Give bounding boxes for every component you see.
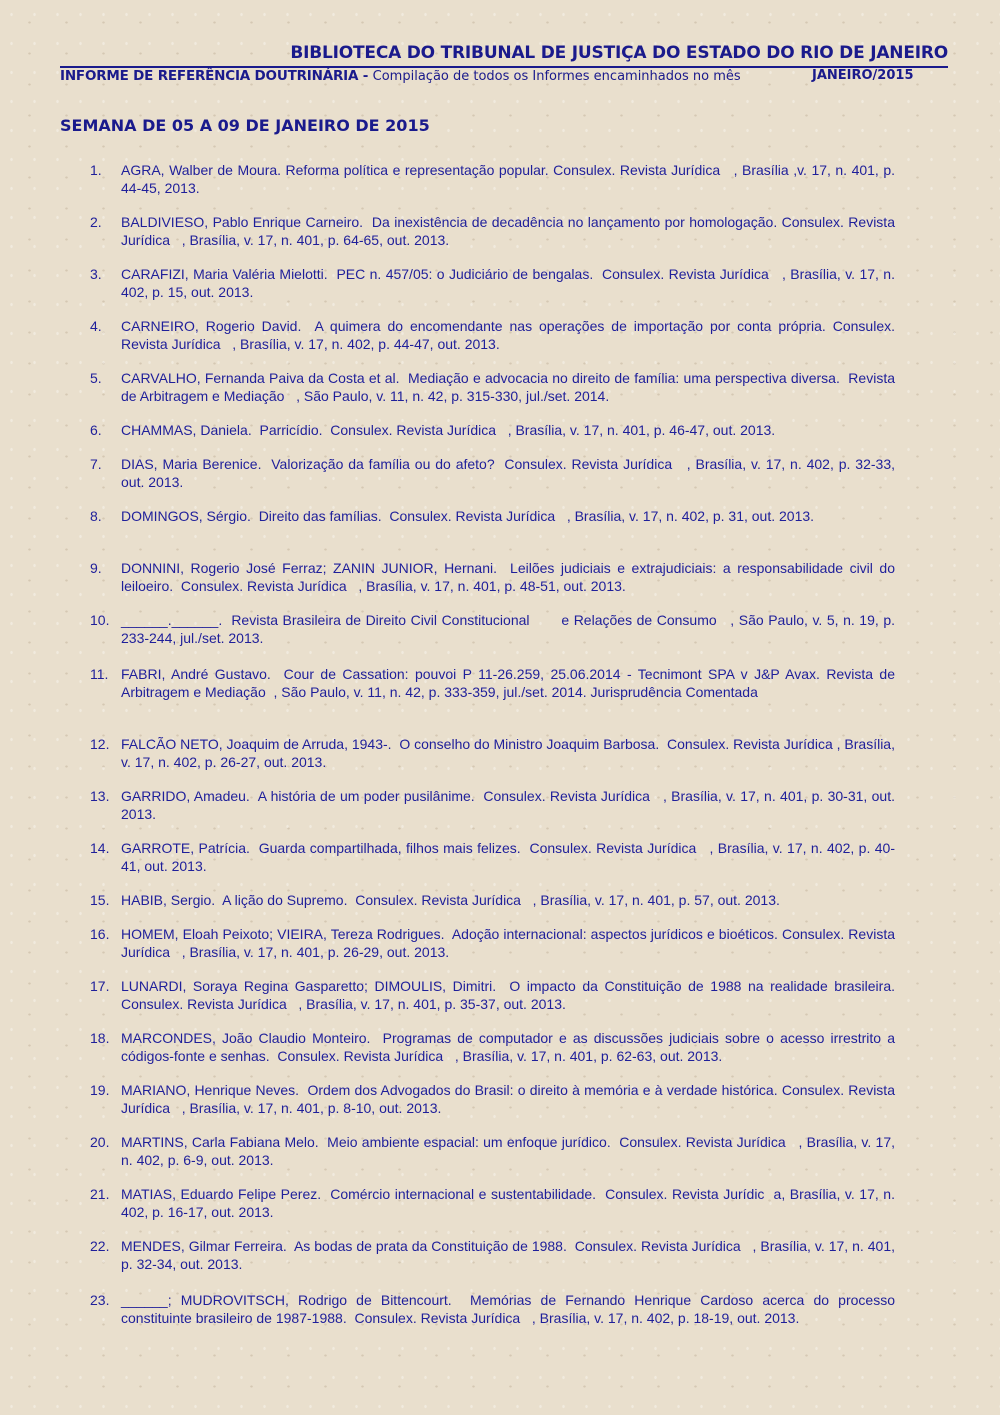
report-subtitle (60, 68, 948, 86)
reference-item (90, 736, 899, 771)
reference-number: 17. (90, 978, 110, 994)
reference-text: CARNEIRO, Rogerio David. A quimera do encomendante nas operações de importação por conta própria. Consulex. Revista Jurídica , Brasília, v. 17, n. 402, p. 44-47, out. 2013. (121, 318, 899, 352)
reference-item (90, 1186, 899, 1221)
reference-number: 9. (90, 560, 102, 576)
reference-text: MARCONDES, João Claudio Monteiro. Programas de computador e as discussões judiciais sobre o acesso irrestrito a códigos-fonte e senhas. Consulex. Revista Jurídica , Brasília, v. 17, n. 401, p. 62-63, out. 2013. (121, 1030, 899, 1064)
reference-number: 11. (90, 666, 109, 682)
reference-item (90, 788, 899, 823)
reference-item (90, 1030, 899, 1065)
reference-text: DONNINI, Rogerio José Ferraz; ZANIN JUNIOR, Hernani. Leilões judiciais e extrajudiciais: a responsabilidade civil do leiloeiro. Consulex. Revista Jurídica , Brasília, v. 17, n. 401, p. 48-51, out. 2013. (121, 560, 899, 594)
reference-item (90, 1238, 899, 1273)
reference-item (90, 978, 903, 1013)
reference-item (90, 926, 899, 961)
reference-text: DIAS, Maria Berenice. Valorização da família ou do afeto? Consulex. Revista Jurídica , Brasília, v. 17, n. 402, p. 32-33, out. 2013. (121, 456, 899, 490)
reference-number: 14. (90, 840, 110, 856)
reference-number: 18. (90, 1030, 110, 1046)
reference-text: HOMEM, Eloah Peixoto; VIEIRA, Tereza Rodrigues. Adoção internacional: aspectos jurídicos e bioéticos. Consulex. Revista Jurídica , Brasília, v. 17, n. 401, p. 26-29, out. 2013. (121, 926, 899, 960)
reference-item (90, 666, 899, 701)
reference-text: MARTINS, Carla Fabiana Melo. Meio ambiente espacial: um enfoque jurídico. Consulex. Revista Jurídica , Brasília, v. 17, n. 402, p. 6-9, out. 2013. (121, 1134, 899, 1168)
reference-text: MARIANO, Henrique Neves. Ordem dos Advogados do Brasil: o direito à memória e à verdade histórica. Consulex. Revista Jurídica , Brasília, v. 17, n. 401, p. 8-10, out. 2013. (121, 1082, 899, 1116)
reference-item (90, 422, 895, 440)
reference-text: FALCÃO NETO, Joaquim de Arruda, 1943-. O conselho do Ministro Joaquim Barbosa. Consulex. Revista Jurídica , Brasília, v. 17, n. 402, p. 26-27, out. 2013. (121, 736, 899, 770)
reference-number: 23. (90, 1292, 110, 1308)
reference-text: HABIB, Sergio. A lição do Supremo. Consulex. Revista Jurídica , Brasília, v. 17, n. 401, p. 57, out. 2013. (121, 892, 780, 908)
reference-number: 6. (90, 422, 102, 438)
reference-number: 1. (90, 162, 102, 178)
reference-item (90, 1134, 899, 1169)
reference-number: 7. (90, 456, 102, 472)
reference-number: 20. (90, 1134, 110, 1150)
reference-item (90, 612, 899, 647)
reference-number: 3. (90, 266, 102, 282)
report-month: JANEIRO/2015 (812, 68, 914, 83)
page-header (60, 42, 948, 86)
reference-item (90, 266, 899, 301)
reference-number: 21. (90, 1186, 110, 1202)
reference-text: FABRI, André Gustavo. Cour de Cassation: pouvoi P 11-26.259, 25.06.2014 - Tecnimont SPA v J&P Avax. Revista de Arbitragem e Mediação , São Paulo, v. 11, n. 42, p. 333-359, jul./set. 2014. Jurisprudência Comentada (121, 666, 899, 700)
reference-text: ______; MUDROVITSCH, Rodrigo de Bittencourt. Memórias de Fernando Henrique Cardoso acerca do processo constituinte brasileiro de 1987-1988. Consulex. Revista Jurídica , Brasília, v. 17, n. 402, p. 18-19, out. 2013. (121, 1292, 899, 1326)
library-title: BIBLIOTECA DO TRIBUNAL DE JUSTIÇA DO ESTADO DO RIO DE JANEIRO (290, 43, 948, 63)
reference-text: BALDIVIESO, Pablo Enrique Carneiro. Da inexistência de decadência no lançamento por homologação. Consulex. Revista Jurídica , Brasília, v. 17, n. 401, p. 64-65, out. 2013. (121, 214, 899, 248)
reference-number: 8. (90, 508, 102, 524)
reference-number: 16. (90, 926, 110, 942)
reference-text: GARROTE, Patrícia. Guarda compartilhada, filhos mais felizes. Consulex. Revista Jurídica , Brasília, v. 17, n. 402, p. 40-41, out. 2013. (121, 840, 895, 874)
reference-item (90, 1082, 899, 1117)
reference-item (90, 840, 895, 875)
reference-number: 13. (90, 788, 110, 804)
reference-number: 4. (90, 318, 102, 334)
report-name: INFORME DE REFERÊNCIA DOUTRINÁRIA - (60, 68, 373, 84)
reference-number: 15. (90, 892, 110, 908)
reference-text: MENDES, Gilmar Ferreira. As bodas de prata da Constituição de 1988. Consulex. Revista Jurídica , Brasília, v. 17, n. 401, p. 32-34, out. 2013. (121, 1238, 899, 1272)
reference-number: 10. (90, 612, 110, 628)
week-title: SEMANA DE 05 A 09 DE JANEIRO DE 2015 (60, 116, 430, 135)
reference-item (90, 560, 899, 595)
reference-item (90, 1292, 899, 1327)
reference-number: 12. (90, 736, 110, 752)
reference-text: CARVALHO, Fernanda Paiva da Costa et al. Mediação e advocacia no direito de família: uma perspectiva diversa. Revista de Arbitragem e Mediação , São Paulo, v. 11, n. 42, p. 315-330, jul./set. 2014. (121, 370, 899, 404)
reference-text: LUNARDI, Soraya Regina Gasparetto; DIMOULIS, Dimitri. O impacto da Constituição de 1988 na realidade brasileira. Consulex. Revista Jurídica , Brasília, v. 17, n. 401, p. 35-37, out. 2013. (121, 978, 903, 1012)
report-description: Compilação de todos os Informes encaminhados no mês (372, 69, 741, 84)
reference-number: 19. (90, 1082, 110, 1098)
reference-text: AGRA, Walber de Moura. Reforma política e representação popular. Consulex. Revista Jurídica , Brasília ,v. 17, n. 401, p. 44-45, 2013. (121, 162, 899, 196)
reference-text: CHAMMAS, Daniela. Parricídio. Consulex. Revista Jurídica , Brasília, v. 17, n. 401, p. 46-47, out. 2013. (121, 422, 776, 438)
reference-text: GARRIDO, Amadeu. A história de um poder pusilânime. Consulex. Revista Jurídica , Brasília, v. 17, n. 401, p. 30-31, out. 2013. (121, 788, 899, 822)
reference-text: CARAFIZI, Maria Valéria Mielotti. PEC n. 457/05: o Judiciário de bengalas. Consulex. Revista Jurídica , Brasília, v. 17, n. 402, p. 15, out. 2013. (121, 266, 899, 300)
reference-number: 22. (90, 1238, 110, 1254)
reference-item (90, 370, 899, 405)
reference-number: 2. (90, 214, 102, 230)
reference-item (90, 214, 899, 249)
reference-item (90, 892, 895, 910)
reference-text: MATIAS, Eduardo Felipe Perez. Comércio internacional e sustentabilidade. Consulex. Revista Jurídic a, Brasília, v. 17, n. 402, p. 16-17, out. 2013. (121, 1186, 899, 1220)
reference-text: ______.______. Revista Brasileira de Direito Civil Constitucional e Relações de Consumo , São Paulo, v. 5, n. 19, p. 233-244, jul./set. 2013. (121, 612, 899, 646)
reference-item (90, 456, 899, 491)
reference-item (90, 162, 899, 197)
reference-text: DOMINGOS, Sérgio. Direito das famílias. Consulex. Revista Jurídica , Brasília, v. 17, n. 402, p. 31, out. 2013. (121, 508, 815, 524)
reference-item (90, 318, 899, 353)
reference-item (90, 508, 895, 526)
reference-number: 5. (90, 370, 102, 386)
